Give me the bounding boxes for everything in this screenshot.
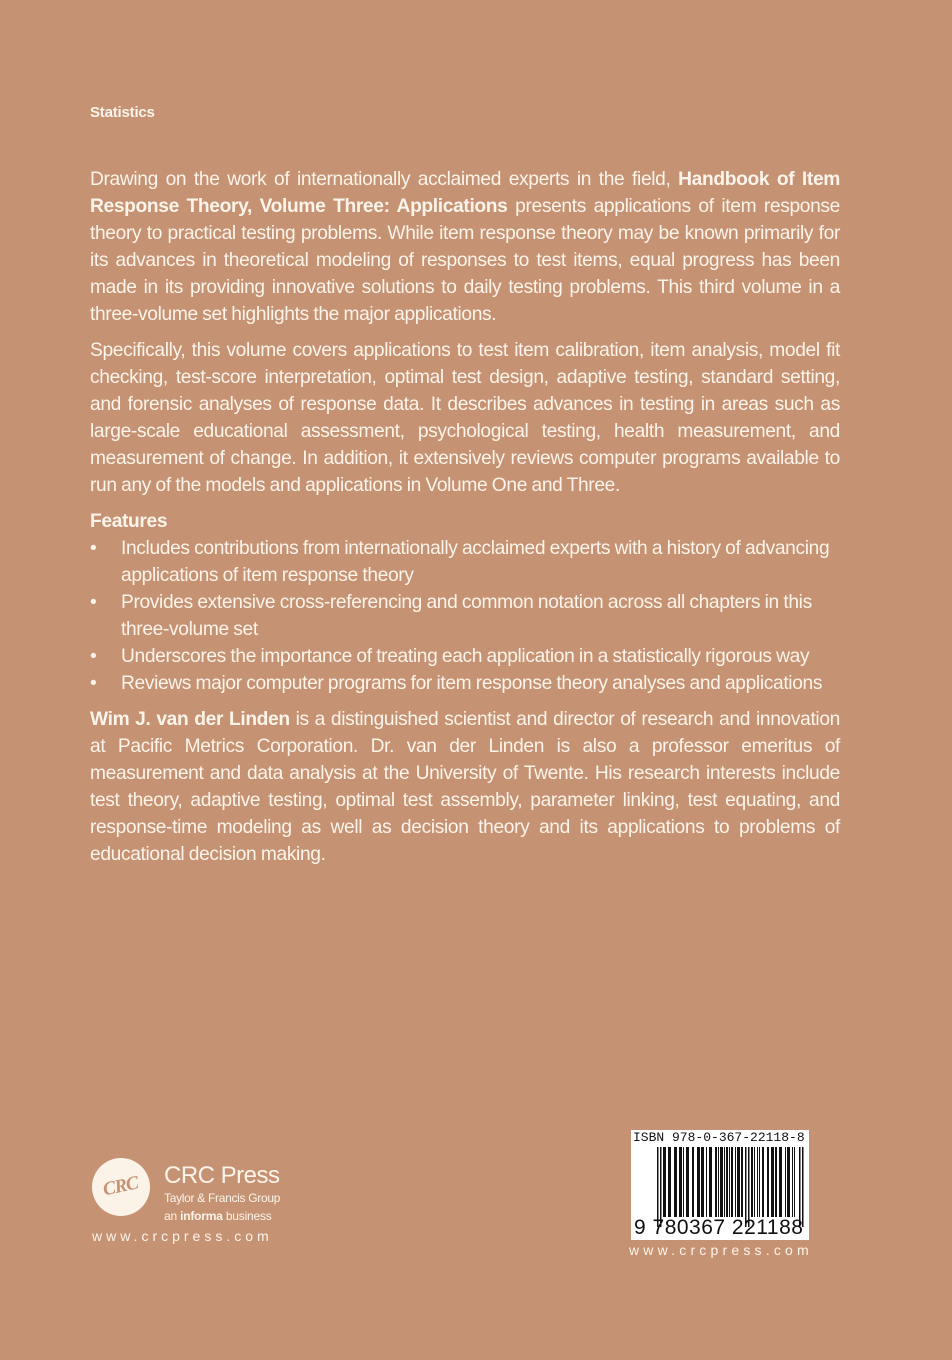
book-title: Handbook of Item Response Theory, Volume Three: Applications (90, 169, 840, 217)
barcode-bar (697, 1147, 700, 1217)
isbn-barcode (631, 1130, 809, 1240)
informa-suffix: business (222, 1209, 272, 1223)
barcode-bar (754, 1147, 755, 1217)
barcode-bar (729, 1147, 730, 1217)
barcode-bar (737, 1147, 740, 1217)
category-label: Statistics (90, 104, 155, 121)
barcode-bar (787, 1147, 790, 1217)
feature-item (90, 589, 840, 643)
barcode-bar (748, 1147, 750, 1227)
barcode-bar (683, 1147, 684, 1217)
barcode-bar (779, 1147, 782, 1217)
barcode-bar (706, 1147, 707, 1217)
bullet-icon: • (90, 592, 97, 613)
barcode-bar (759, 1147, 760, 1217)
feature-text: Provides extensive cross-referencing and common notation across all chapters in this three-volume set (121, 592, 812, 640)
barcode-bar (657, 1147, 659, 1227)
barcode-bar (792, 1147, 793, 1217)
barcode-bar (724, 1147, 725, 1217)
informa-prefix: an (164, 1209, 181, 1223)
barcode-bar (775, 1147, 777, 1217)
informa-brand: informa (180, 1209, 223, 1223)
author-bio (90, 706, 840, 868)
author-bio-text: is a distinguished scientist and director of research and innovation at Pacific Metrics Corporation. Dr. van der Linden is also a professor emeritus of measurement and data analysis at the University of Twente. His research interests include test theory, adaptive testing, optimal test assembly, parameter linking, test equating, and response-time modeling as well as decision theory and its applications to problems of educational decision making. (90, 709, 840, 865)
crc-logo-icon (92, 1158, 150, 1216)
barcode-bar (715, 1147, 717, 1217)
intro-text-start: Drawing on the work of internationally acclaimed experts in the field, (90, 169, 679, 190)
barcode-bar (709, 1147, 712, 1217)
barcode-url[interactable]: www.crcpress.com (629, 1242, 813, 1258)
author-name: Wim J. van der Linden (90, 709, 290, 730)
barcode-bar (799, 1147, 801, 1227)
barcode-bar (785, 1147, 786, 1217)
feature-text: Underscores the importance of treating each application in a statistically rigorous way (121, 646, 810, 667)
barcode-bar (718, 1147, 719, 1217)
barcode-bar (663, 1147, 666, 1217)
barcode-bar (731, 1147, 733, 1217)
barcode-bar (686, 1147, 689, 1217)
barcode-bar (674, 1147, 677, 1217)
barcode-bar (692, 1147, 694, 1217)
isbn-label: ISBN 978-0-367-22118-8 (633, 1130, 805, 1145)
barcode-bar (751, 1147, 753, 1217)
back-cover-content (90, 166, 840, 877)
publisher-name: CRC Press (164, 1162, 280, 1189)
barcode-bar (679, 1147, 682, 1217)
barcode-bar (771, 1147, 774, 1217)
barcode-bar (745, 1147, 747, 1227)
barcode-bar (735, 1147, 736, 1217)
bullet-icon: • (90, 646, 97, 667)
barcode-bar (660, 1147, 662, 1227)
publisher-url[interactable]: www.crcpress.com (92, 1228, 273, 1244)
feature-text: Reviews major computer programs for item response theory analyses and applications (121, 673, 823, 694)
barcode-bar (802, 1147, 804, 1227)
intro-text-end: presents applications of item response theory to practical testing problems. While item response theory may be known primarily for its advances in theoretical modeling of responses to test items, equal progress has been made in its providing innovative solutions to daily testing problems. This third volume in a three-volume set highlights the major applications. (90, 196, 840, 325)
barcode-bar (762, 1147, 764, 1217)
crc-logo-text: CRC (101, 1172, 141, 1201)
barcode-bar (741, 1147, 743, 1217)
barcode-bar (726, 1147, 728, 1217)
barcode-bar (668, 1147, 671, 1217)
features-heading: Features (90, 511, 168, 532)
barcode-bar (701, 1147, 704, 1217)
barcode-bar (757, 1147, 758, 1217)
feature-item (90, 643, 840, 670)
publisher-informa (164, 1209, 272, 1223)
bullet-icon: • (90, 673, 97, 694)
publisher-group: Taylor & Francis Group (164, 1191, 281, 1205)
ean-digits: 9 780367 221188 (634, 1216, 804, 1239)
feature-text: Includes contributions from internationally acclaimed experts with a history of advancing applications of item response theory (121, 538, 830, 586)
barcode-bar (767, 1147, 769, 1217)
feature-item (90, 670, 840, 697)
scope-paragraph: Specifically, this volume covers applications to test item calibration, item analysis, model fit checking, test-score interpretation, optimal test design, adaptive testing, standard setting, and forensic analyses of response data. It describes advances in testing in areas such as large-scale educational assessment, psychological testing, health measurement, and measurement of change. In addition, it extensively reviews computer programs available to run any of the models and applications in Volume One and Three. (90, 340, 840, 496)
features-list (90, 535, 840, 697)
barcode-bar (720, 1147, 723, 1217)
feature-item (90, 535, 840, 589)
bullet-icon: • (90, 538, 97, 559)
barcode-bar (794, 1147, 795, 1217)
intro-paragraph (90, 166, 840, 328)
